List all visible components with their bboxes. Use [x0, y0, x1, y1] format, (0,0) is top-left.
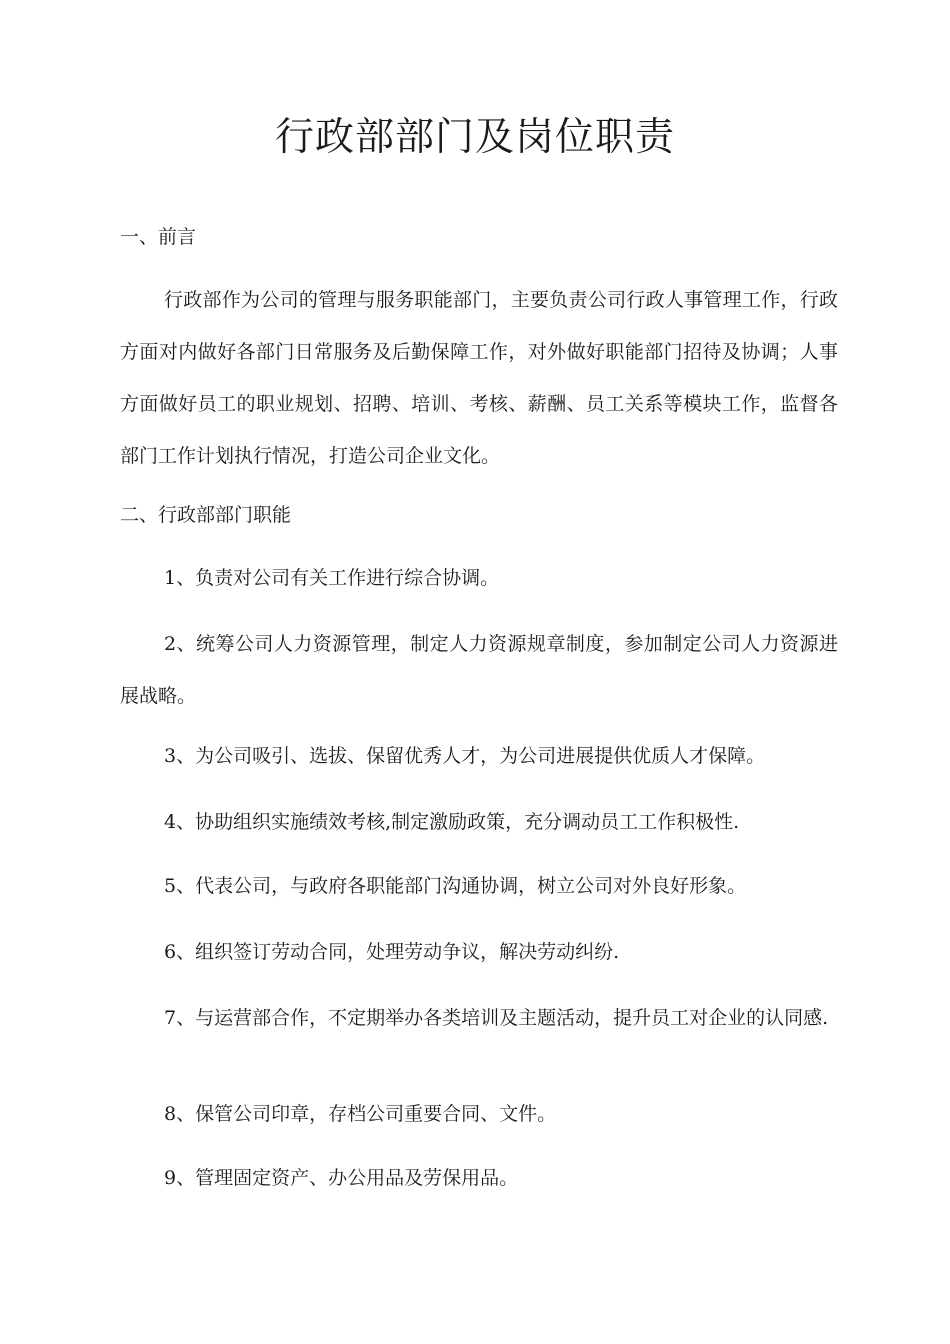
list-item: 4、协助组织实施绩效考核,制定激励政策，充分调动员工工作积极性.: [164, 811, 740, 833]
list-item: 5、代表公司，与政府各职能部门沟通协调，树立公司对外良好形象。: [164, 875, 747, 897]
section-heading-functions: 二、行政部部门职能: [120, 504, 292, 526]
preface-paragraph: 行政部作为公司的管理与服务职能部门，主要负责公司行政人事管理工作，行政方面对内做好各部门日常服务及后勤保障工作，对外做好职能部门招待及协调；人事方面做好员工的职业规划、招聘、培训、考核、薪酬、员工关系等模块工作，监督各部门工作计划执行情况，打造公司企业文化。: [120, 289, 838, 467]
list-item: 8、保管公司印章，存档公司重要合同、文件。: [164, 1103, 557, 1125]
list-item: 6、组织签订劳动合同，处理劳动争议，解决劳动纠纷.: [164, 941, 620, 963]
page-title: 行政部部门及岗位职责: [274, 115, 675, 160]
list-item: 1、负责对公司有关工作进行综合协调。: [164, 567, 500, 589]
section-heading-preface: 一、前言: [120, 226, 197, 248]
list-item: 9、管理固定资产、办公用品及劳保用品。: [164, 1167, 519, 1189]
list-item: 7、与运营部合作，不定期举办各类培训及主题活动，提升员工对企业的认同感.: [164, 1007, 829, 1029]
list-item: 3、为公司吸引、选拔、保留优秀人才，为公司进展提供优质人才保障。: [164, 745, 766, 767]
list-item: 2、统筹公司人力资源管理，制定人力资源规章制度，参加制定公司人力资源进展战略。: [120, 633, 838, 707]
